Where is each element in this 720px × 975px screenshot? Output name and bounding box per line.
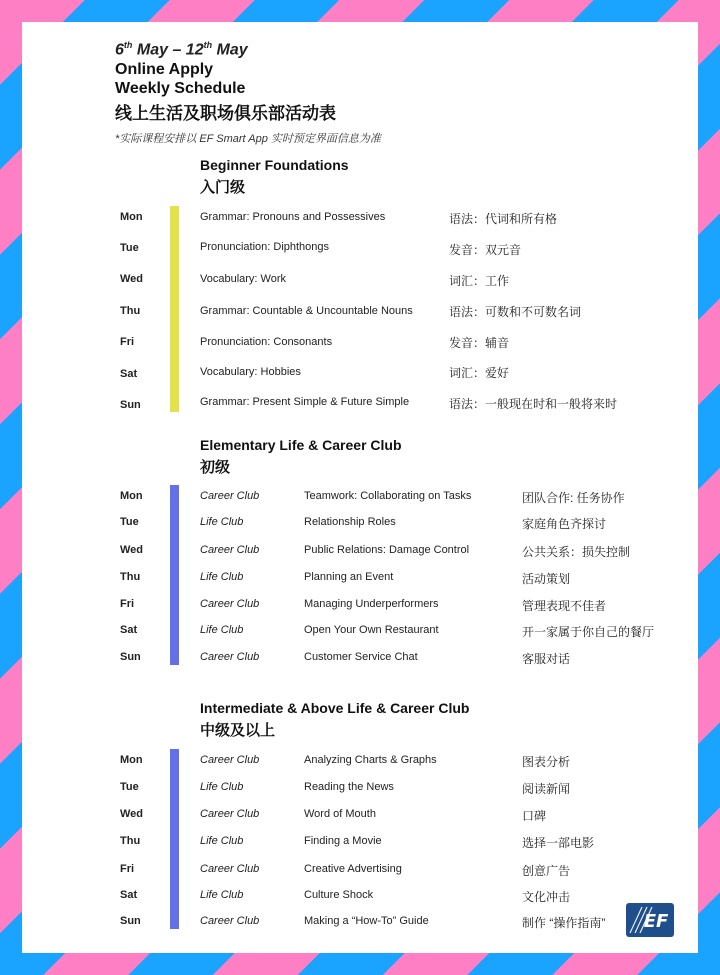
title-line-1: Online Apply <box>115 61 214 78</box>
section-bar-yellow <box>170 206 179 412</box>
day-label: Thu <box>120 835 141 847</box>
topic-en: Creative Advertising <box>304 863 402 875</box>
club-type: Life Club <box>200 571 244 583</box>
club-type: Life Club <box>200 624 244 636</box>
day-label: Wed <box>120 544 144 556</box>
topic-cn: 家庭角色齐探讨 <box>522 517 607 531</box>
day-label: Sun <box>120 915 141 927</box>
topic-cn: 语法：一般现在时和一般将来时 <box>449 397 618 411</box>
title-line-3: 线上生活及职场俱乐部活动表 <box>115 104 336 123</box>
topic-en: Grammar: Countable & Uncountable Nouns <box>200 305 413 317</box>
topic-cn: 词汇：爱好 <box>449 366 510 380</box>
club-type: Life Club <box>200 835 244 847</box>
club-type: Career Club <box>200 808 260 820</box>
topic-cn: 公共关系：损失控制 <box>522 545 631 559</box>
topic-cn: 文化冲击 <box>522 890 571 904</box>
topic-en: Teamwork: Collaborating on Tasks <box>304 490 472 502</box>
section-bar-blue <box>170 749 179 929</box>
club-type: Life Club <box>200 781 244 793</box>
day-label: Mon <box>120 754 143 766</box>
topic-en: Finding a Movie <box>304 835 382 847</box>
section-title-en: Intermediate & Above Life & Career Club <box>200 700 470 716</box>
topic-en: Relationship Roles <box>304 516 396 528</box>
day-label: Tue <box>120 242 139 254</box>
day-label: Mon <box>120 211 143 223</box>
day-label: Thu <box>120 571 141 583</box>
section-title-cn: 中级及以上 <box>200 722 276 739</box>
section-title-en: Beginner Foundations <box>200 157 349 173</box>
topic-en: Vocabulary: Hobbies <box>200 366 301 378</box>
schedule-note: *实际课程安排以 EF Smart App 实时预定界面信息为准 <box>115 133 381 145</box>
topic-en: Word of Mouth <box>304 808 376 820</box>
topic-cn: 词汇：工作 <box>449 274 510 288</box>
day-label: Thu <box>120 305 141 317</box>
topic-cn: 创意广告 <box>522 864 571 878</box>
topic-en: Public Relations: Damage Control <box>304 544 470 556</box>
club-type: Life Club <box>200 516 244 528</box>
topic-en: Pronunciation: Diphthongs <box>200 241 330 253</box>
topic-en: Making a “How-To” Guide <box>304 915 429 927</box>
day-label: Wed <box>120 273 144 285</box>
topic-cn: 发音：双元音 <box>449 243 522 257</box>
title-line-2: Weekly Schedule <box>115 80 246 97</box>
topic-en: Planning an Event <box>304 571 394 583</box>
topic-cn: 团队合作: 任务协作 <box>522 491 625 505</box>
topic-en: Analyzing Charts & Graphs <box>304 754 437 766</box>
topic-en: Managing Underperformers <box>304 598 439 610</box>
topic-en: Culture Shock <box>304 889 374 901</box>
club-type: Career Club <box>200 544 260 556</box>
topic-cn: 管理表现不佳者 <box>522 599 607 613</box>
club-type: Career Club <box>200 651 260 663</box>
day-label: Fri <box>120 336 135 348</box>
section-title-en: Elementary Life & Career Club <box>200 437 402 453</box>
club-type: Career Club <box>200 863 260 875</box>
topic-en: Open Your Own Restaurant <box>304 624 439 636</box>
schedule-card <box>22 22 698 953</box>
club-type: Career Club <box>200 598 260 610</box>
day-label: Sat <box>120 889 138 901</box>
section-bar-blue <box>170 485 179 665</box>
day-label: Fri <box>120 598 135 610</box>
topic-en: Vocabulary: Work <box>200 273 287 285</box>
club-type: Career Club <box>200 915 260 927</box>
topic-cn: 阅读新闻 <box>522 782 571 796</box>
topic-en: Pronunciation: Consonants <box>200 336 333 348</box>
ef-logo-text: EF <box>643 911 669 932</box>
section-title-cn: 入门级 <box>200 179 246 196</box>
topic-en: Grammar: Pronouns and Possessives <box>200 211 386 223</box>
day-label: Sun <box>120 651 141 663</box>
club-type: Life Club <box>200 889 244 901</box>
day-label: Sat <box>120 624 138 636</box>
ef-logo <box>626 903 674 937</box>
day-label: Sat <box>120 368 138 380</box>
topic-en: Reading the News <box>304 781 394 793</box>
topic-en: Grammar: Present Simple & Future Simple <box>200 396 410 408</box>
topic-cn: 发音：辅音 <box>449 336 510 350</box>
topic-cn: 开一家属于你自己的餐厅 <box>522 625 655 639</box>
topic-cn: 图表分析 <box>522 755 571 769</box>
day-label: Tue <box>120 516 139 528</box>
topic-cn: 客服对话 <box>522 652 571 666</box>
club-type: Career Club <box>200 754 260 766</box>
topic-cn: 语法：可数和不可数名词 <box>449 305 582 319</box>
topic-cn: 活动策划 <box>522 572 571 586</box>
topic-cn: 制作 “操作指南” <box>522 916 606 930</box>
topic-cn: 选择一部电影 <box>522 836 595 850</box>
day-label: Wed <box>120 808 144 820</box>
topic-en: Customer Service Chat <box>304 651 418 663</box>
day-label: Fri <box>120 863 135 875</box>
topic-cn: 语法：代词和所有格 <box>449 212 558 226</box>
topic-cn: 口碑 <box>522 809 547 823</box>
day-label: Tue <box>120 781 139 793</box>
day-label: Mon <box>120 490 143 502</box>
day-label: Sun <box>120 399 141 411</box>
club-type: Career Club <box>200 490 260 502</box>
section-title-cn: 初级 <box>200 459 231 476</box>
date-range: 6th May – 12th May <box>115 40 248 59</box>
